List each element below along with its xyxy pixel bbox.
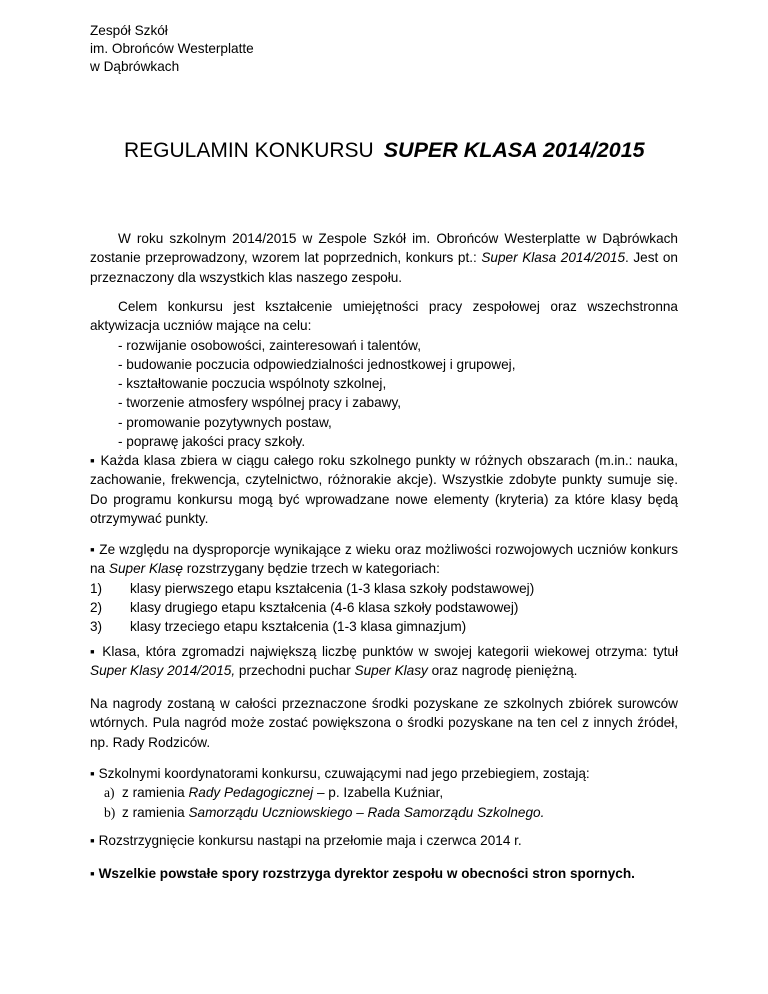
item-text: z ramienia Samorządu Uczniowskiego – Rada Samorządu Szkolnego. [122,804,545,820]
disputes-paragraph [90,864,678,883]
school-location: w Dąbrówkach [90,59,180,74]
prizes-text: Na nagrody zostaną w całości przeznaczone środki pozyskane ze szkolnych zbiórek surowców wtórnych. Pula nagród może zostać powiększona o środki pozyskane na ten cel z innych źródeł, np. Rady Rodziców. [90,696,678,750]
goals-lead: Celem konkursu jest kształcenie umiejętności pracy zespołowej oraz wszechstronna aktywizacja uczniów mające na celu: [90,299,678,334]
list-item: - poprawę jakości pracy szkoły. [118,434,306,450]
item-text: klasy drugiego etapu kształcenia (4-6 klasa szkoły podstawowej) [130,599,519,615]
item-number: 3) [90,619,103,635]
item-letter: b) [104,804,116,820]
categories-lead-1: ▪ Ze względu na dysproporcje wynikające z wieku oraz możliwości rozwojowych uczniów konkurs na [90,542,678,577]
award-paragraph [90,642,678,681]
award-italic-2: Super Klasy [354,663,428,679]
item-text: klasy trzeciego etapu kształcenia (1-3 klasa gimnazjum) [130,619,467,635]
points-text: ▪ Każda klasa zbiera w ciągu całego roku szkolnego punkty w różnych obszarach (m.in.: nauka, zachowanie, frekwencja, czytelnictwo, różnorakie akcje). Wszystkie zdobyte punkty sumuje się. Do programu konkursu mogą być wprowadzane nowe elementy (kryteria) za które klasy będą otrzymywać punkty. [90,453,678,526]
list-item [90,617,678,636]
item-letter: a) [104,785,115,801]
item-number: 2) [90,599,103,615]
list-item [90,783,678,802]
disputes-text: ▪ Wszelkie powstałe spory rozstrzyga dyrektor zespołu w obecności stron spornych. [90,866,635,881]
list-item: - tworzenie atmosfery wspólnej pracy i zabawy, [118,395,402,411]
school-name: Zespół Szkół [90,23,168,38]
goals-list [90,336,678,452]
categories-lead-2: rozstrzygany będzie trzech w kategoriach: [182,561,440,577]
list-item [90,803,678,822]
item-number: 1) [90,580,103,596]
document-title [124,137,684,164]
categories-lead-italic: Super Klasę [108,561,183,577]
item-text: z ramienia Rady Pedagogicznej – p. Izabella Kuźniar, [122,785,444,801]
intro-text-1: W roku szkolnym 2014/2015 w Zespole Szkół im. Obrońców Westerplatte w Dąbrówkach zostanie przeprowadzony, wzorem lat poprzednich, konkurs pt.: [90,231,678,266]
item-text: klasy pierwszego etapu kształcenia (1-3 klasa szkoły podstawowej) [130,580,535,596]
coordinators-paragraph [90,764,678,822]
award-italic-1: Super Klasy 2014/2015, [90,663,236,679]
goals-paragraph [90,297,678,451]
list-item [90,598,678,617]
title-sub: SUPER KLASA 2014/2015 [383,138,645,162]
intro-italic: Super Klasa 2014/2015 [481,250,626,266]
categories-paragraph [90,540,678,636]
prizes-paragraph [90,694,678,752]
list-item: - rozwijanie osobowości, zainteresowań i talentów, [118,337,421,353]
award-text-2: przechodni puchar [235,663,355,679]
list-item: - budowanie poczucia odpowiedzialności jednostkowej i grupowej, [118,356,516,372]
coordinators-list [90,783,678,822]
points-paragraph [90,451,678,528]
school-patron: im. Obrońców Westerplatte [90,41,254,56]
award-text-3: oraz nagrodę pieniężną. [427,663,578,679]
title-main: REGULAMIN KONKURSU [124,139,374,162]
list-item: - kształtowanie poczucia wspólnoty szkolnej, [118,376,387,392]
resolution-paragraph [90,831,678,850]
award-text-1: ▪ Klasa, która zgromadzi największą liczbę punktów w swojej kategorii wiekowej otrzyma: tytuł [90,644,678,659]
intro-text-2: . Jest on przeznaczony dla wszystkich klas naszego zespołu. [90,250,678,285]
resolution-text: ▪ Rozstrzygnięcie konkursu nastąpi na przełomie maja i czerwca 2014 r. [90,833,522,848]
school-header [90,22,254,76]
coordinators-lead: ▪ Szkolnymi koordynatorami konkursu, czuwającymi nad jego przebiegiem, zostają: [90,766,590,781]
categories-list [90,579,678,637]
intro-paragraph [90,229,678,287]
list-item: - promowanie pozytywnych postaw, [118,414,332,430]
list-item [90,579,678,598]
